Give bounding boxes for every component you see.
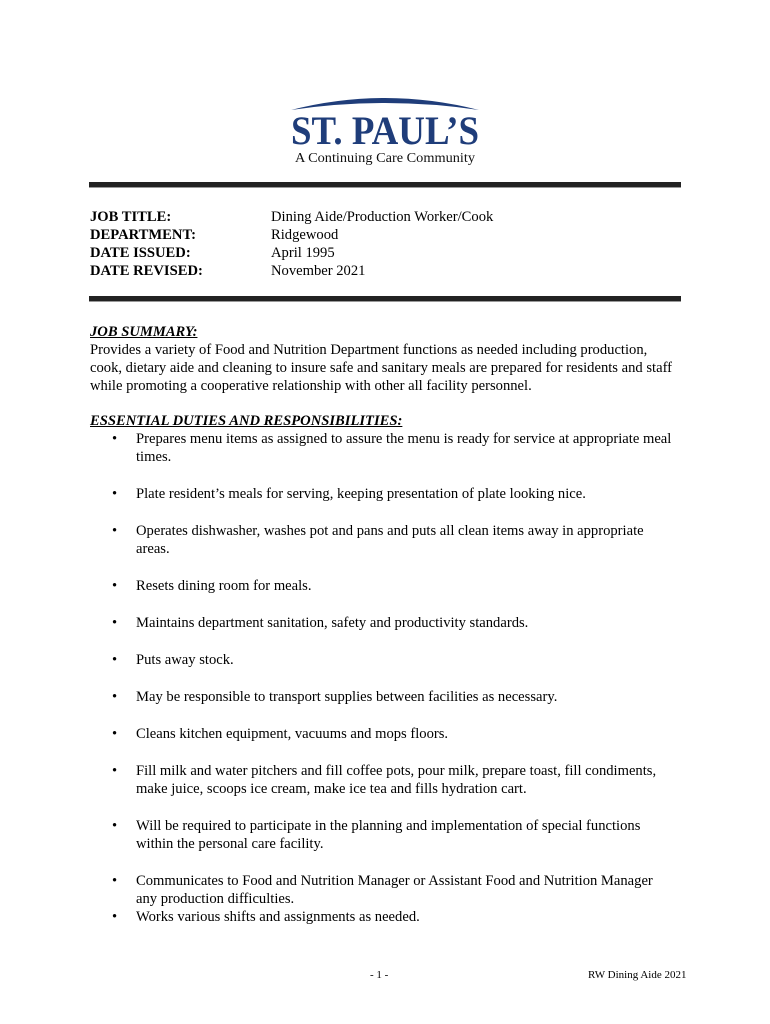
summary-text: Provides a variety of Food and Nutrition Department functions as needed including production, cook, dietary aide and cleaning to insure safe and sanitary meals are prepared for residents and staff while promoting a cooperative relationship with other all facility personnel. xyxy=(90,342,673,394)
essential-duties xyxy=(90,412,680,926)
label: DATE ISSUED: xyxy=(90,245,191,261)
duties-list xyxy=(90,430,680,926)
list-item: • Cleans kitchen equipment, vacuums and mops floors. xyxy=(90,725,676,743)
svg-text:ST. PAUL’S: ST. PAUL’S xyxy=(291,108,479,153)
list-item: • Operates dishwasher, washes pot and pans and puts all clean items away in appropriate areas. xyxy=(90,522,676,558)
job-title-row xyxy=(90,208,493,226)
svg-text:A Continuing Care Community: A Continuing Care Community xyxy=(295,150,476,165)
list-item: • Maintains department sanitation, safety and productivity standards. xyxy=(90,614,676,632)
duties-heading: ESSENTIAL DUTIES AND RESPONSIBILITIES: xyxy=(90,413,403,429)
list-item: • Works various shifts and assignments as needed. xyxy=(90,908,676,926)
summary-heading: JOB SUMMARY: xyxy=(90,324,198,340)
job-summary xyxy=(90,323,680,395)
list-item: • Fill milk and water pitchers and fill coffee pots, pour milk, prepare toast, fill condiments, make juice, scoops ice cream, make ice tea and fills hydration cart. xyxy=(90,762,676,798)
top-divider xyxy=(89,182,681,188)
list-item: • Puts away stock. xyxy=(90,651,676,669)
list-item: • May be responsible to transport supplies between facilities as necessary. xyxy=(90,688,676,706)
list-item: • Communicates to Food and Nutrition Manager or Assistant Food and Nutrition Manager any production difficulties. xyxy=(90,872,676,908)
department-row xyxy=(90,226,493,244)
value: November 2021 xyxy=(271,263,366,279)
date-issued-row xyxy=(90,244,493,262)
list-item: • Prepares menu items as assigned to assure the menu is ready for service at appropriate meal times. xyxy=(90,430,676,466)
value: Dining Aide/Production Worker/Cook xyxy=(271,209,494,225)
st-pauls-logo xyxy=(285,92,485,168)
label: DEPARTMENT: xyxy=(90,227,196,243)
list-item: • Will be required to participate in the planning and implementation of special functions within the personal care facility. xyxy=(90,817,676,853)
job-info-header xyxy=(90,208,493,280)
page-number: - 1 - xyxy=(370,969,389,981)
value: Ridgewood xyxy=(271,227,339,243)
label: JOB TITLE: xyxy=(90,209,172,225)
value: April 1995 xyxy=(271,245,335,261)
list-item: • Resets dining room for meals. xyxy=(90,577,676,595)
date-revised-row xyxy=(90,262,493,280)
bottom-divider xyxy=(89,296,681,302)
label: DATE REVISED: xyxy=(90,263,203,279)
list-item: • Plate resident’s meals for serving, keeping presentation of plate looking nice. xyxy=(90,485,676,503)
document-code: RW Dining Aide 2021 xyxy=(588,969,687,981)
